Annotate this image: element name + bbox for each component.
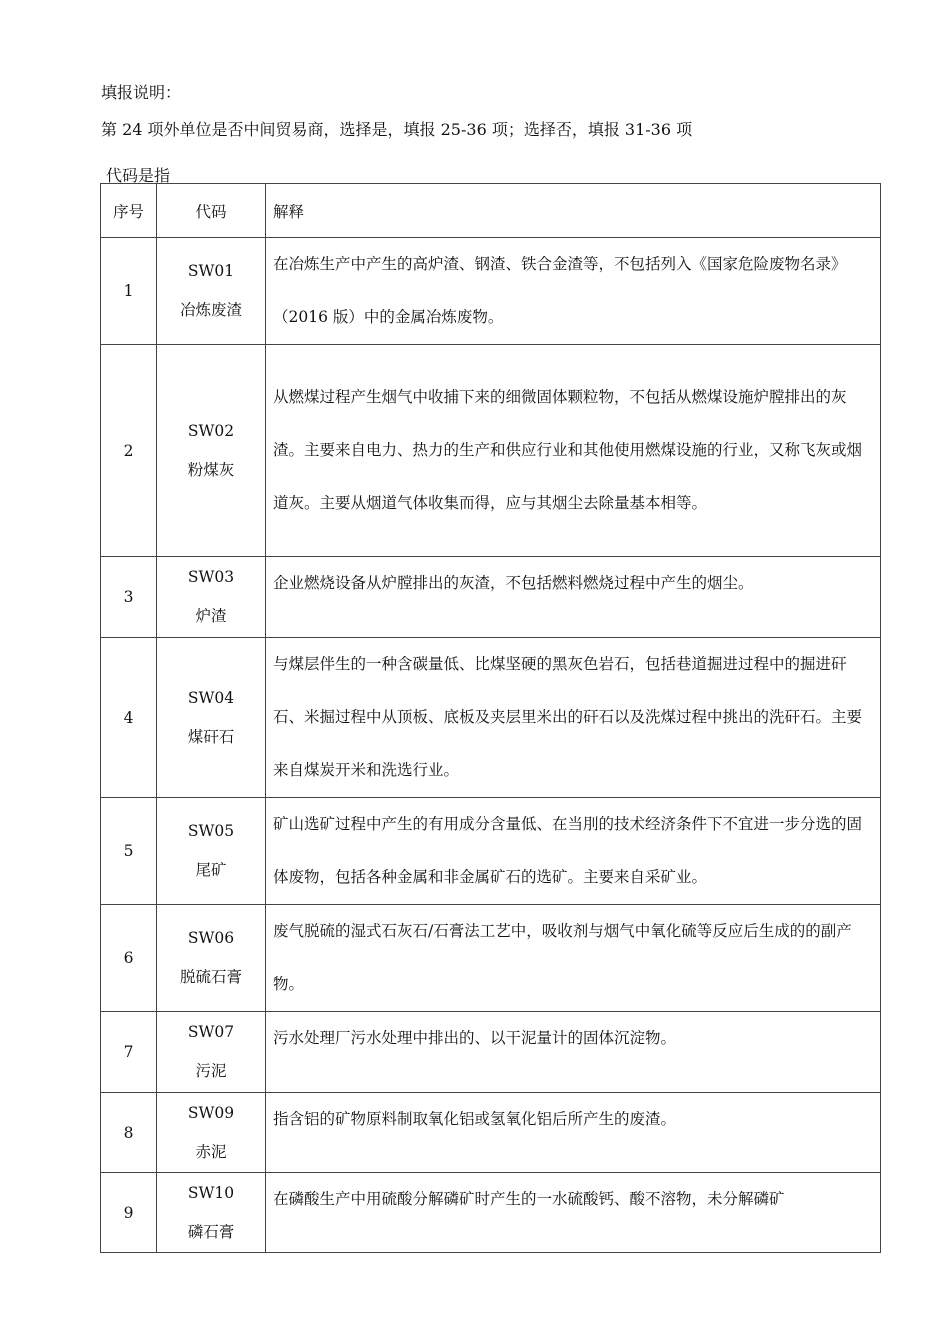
- row-desc: 指含铝的矿物原料制取氧化铝或氢氧化铝后所产生的废渣。: [273, 1110, 677, 1128]
- row-no: 5: [101, 798, 157, 905]
- row-code-cell: [157, 238, 266, 345]
- row-desc-cell: [266, 905, 881, 1012]
- row-desc-cell: [266, 238, 881, 345]
- table-row: [101, 1093, 881, 1173]
- row-no: 4: [101, 638, 157, 798]
- row-no: 8: [101, 1093, 157, 1173]
- row-name: 赤泥: [195, 1142, 227, 1161]
- row-no: 3: [101, 557, 157, 638]
- table-row: [101, 798, 881, 905]
- row-code: SW07: [187, 1023, 235, 1041]
- row-code-cell: [157, 905, 266, 1012]
- row-desc-cell: [266, 1173, 881, 1253]
- row-desc: 从燃煤过程产生烟气中收捕下来的细微固体颗粒物，不包括从燃煤设施炉膛排出的灰渣。主要来自电力、热力的生产和供应行业和其他使用燃煤设施的行业，又称飞灰或烟道灰。主要从烟道气体收集而得，应与其烟尘去除量基本相等。: [273, 388, 863, 512]
- row-code-cell: [157, 1012, 266, 1093]
- row-desc: 企业燃烧设备从炉膛排出的灰渣，不包括燃料燃烧过程中产生的烟尘。: [273, 574, 754, 592]
- table-row: [101, 557, 881, 638]
- row-name: 尾矿: [195, 861, 227, 879]
- row-no: 1: [101, 238, 157, 345]
- table-row: [101, 238, 881, 345]
- row-no: 9: [101, 1173, 157, 1253]
- table-row: [101, 638, 881, 798]
- row-code: SW10: [187, 1183, 235, 1202]
- row-no: 7: [101, 1012, 157, 1093]
- row-code: SW05: [187, 822, 235, 840]
- header-no: 序号: [101, 184, 157, 238]
- instructions-note: 第 24 项外单位是否中间贸易商，选择是，填报 25-36 项；选择否，填报 31-36 项: [101, 120, 693, 139]
- row-name: 炉渣: [195, 607, 227, 625]
- row-desc-cell: [266, 557, 881, 638]
- row-desc: 污水处理厂污水处理中排出的、以干泥量计的固体沉淀物。: [273, 1029, 677, 1047]
- table-row: [101, 905, 881, 1012]
- row-code-cell: [157, 798, 266, 905]
- row-name: 冶炼废渣: [179, 301, 242, 319]
- row-code: SW06: [187, 929, 235, 947]
- row-code: SW04: [187, 688, 235, 707]
- row-code-cell: [157, 1173, 266, 1253]
- row-code-cell: [157, 557, 266, 638]
- row-code: SW09: [187, 1103, 235, 1122]
- row-no: 2: [101, 345, 157, 557]
- row-code: SW03: [187, 568, 235, 586]
- row-name: 磷石膏: [187, 1222, 235, 1241]
- table-header-row: [101, 184, 881, 238]
- code-table: [100, 183, 881, 1253]
- row-desc-cell: [266, 345, 881, 557]
- row-code: SW01: [187, 262, 235, 280]
- row-name: 污泥: [195, 1062, 227, 1080]
- row-desc: 矿山选矿过程中产生的有用成分含量低、在当刖的技术经济条件下不宜进一步分选的固体废物，包括各种金属和非金属矿石的选矿。主要来自采矿业。: [273, 815, 863, 886]
- row-name: 脱硫石膏: [179, 968, 242, 986]
- row-desc-cell: [266, 798, 881, 905]
- row-desc: 在磷酸生产中用硫酸分解磷矿时产生的一水硫酸钙、酸不溶物，未分解磷矿: [273, 1190, 785, 1208]
- row-name: 煤矸石: [187, 727, 235, 746]
- row-desc-cell: [266, 1093, 881, 1173]
- row-desc: 与煤层伴生的一种含碳量低、比煤坚硬的黑灰色岩石，包括巷道掘进过程中的掘进矸石、米掘过程中从顶板、底板及夹层里米出的矸石以及洗煤过程中挑出的洗矸石。主要来自煤炭开米和洗选行业。: [273, 655, 863, 779]
- row-desc: 在冶炼生产中产生的高炉渣、钢渣、铁合金渣等，不包括列入《国家危险废物名录》（2016 版）中的金属冶炼废物。: [273, 255, 847, 326]
- row-desc-cell: [266, 638, 881, 798]
- table-row: [101, 345, 881, 557]
- row-code-cell: [157, 638, 266, 798]
- row-desc: 废气脱硫的湿式石灰石/石膏法工艺中，吸收剂与烟气中氧化硫等反应后生成的的副产物。: [273, 922, 852, 993]
- header-desc: 解释: [266, 184, 881, 238]
- row-code: SW02: [187, 421, 235, 440]
- table-row: [101, 1012, 881, 1093]
- instructions-heading: 填报说明：: [101, 83, 182, 102]
- row-name: 粉煤灰: [187, 460, 235, 479]
- row-code-cell: [157, 345, 266, 557]
- row-no: 6: [101, 905, 157, 1012]
- row-code-cell: [157, 1093, 266, 1173]
- header-code: 代码: [157, 184, 266, 238]
- row-desc-cell: [266, 1012, 881, 1093]
- table-caption: 代码是指: [106, 166, 171, 185]
- table-row: [101, 1173, 881, 1253]
